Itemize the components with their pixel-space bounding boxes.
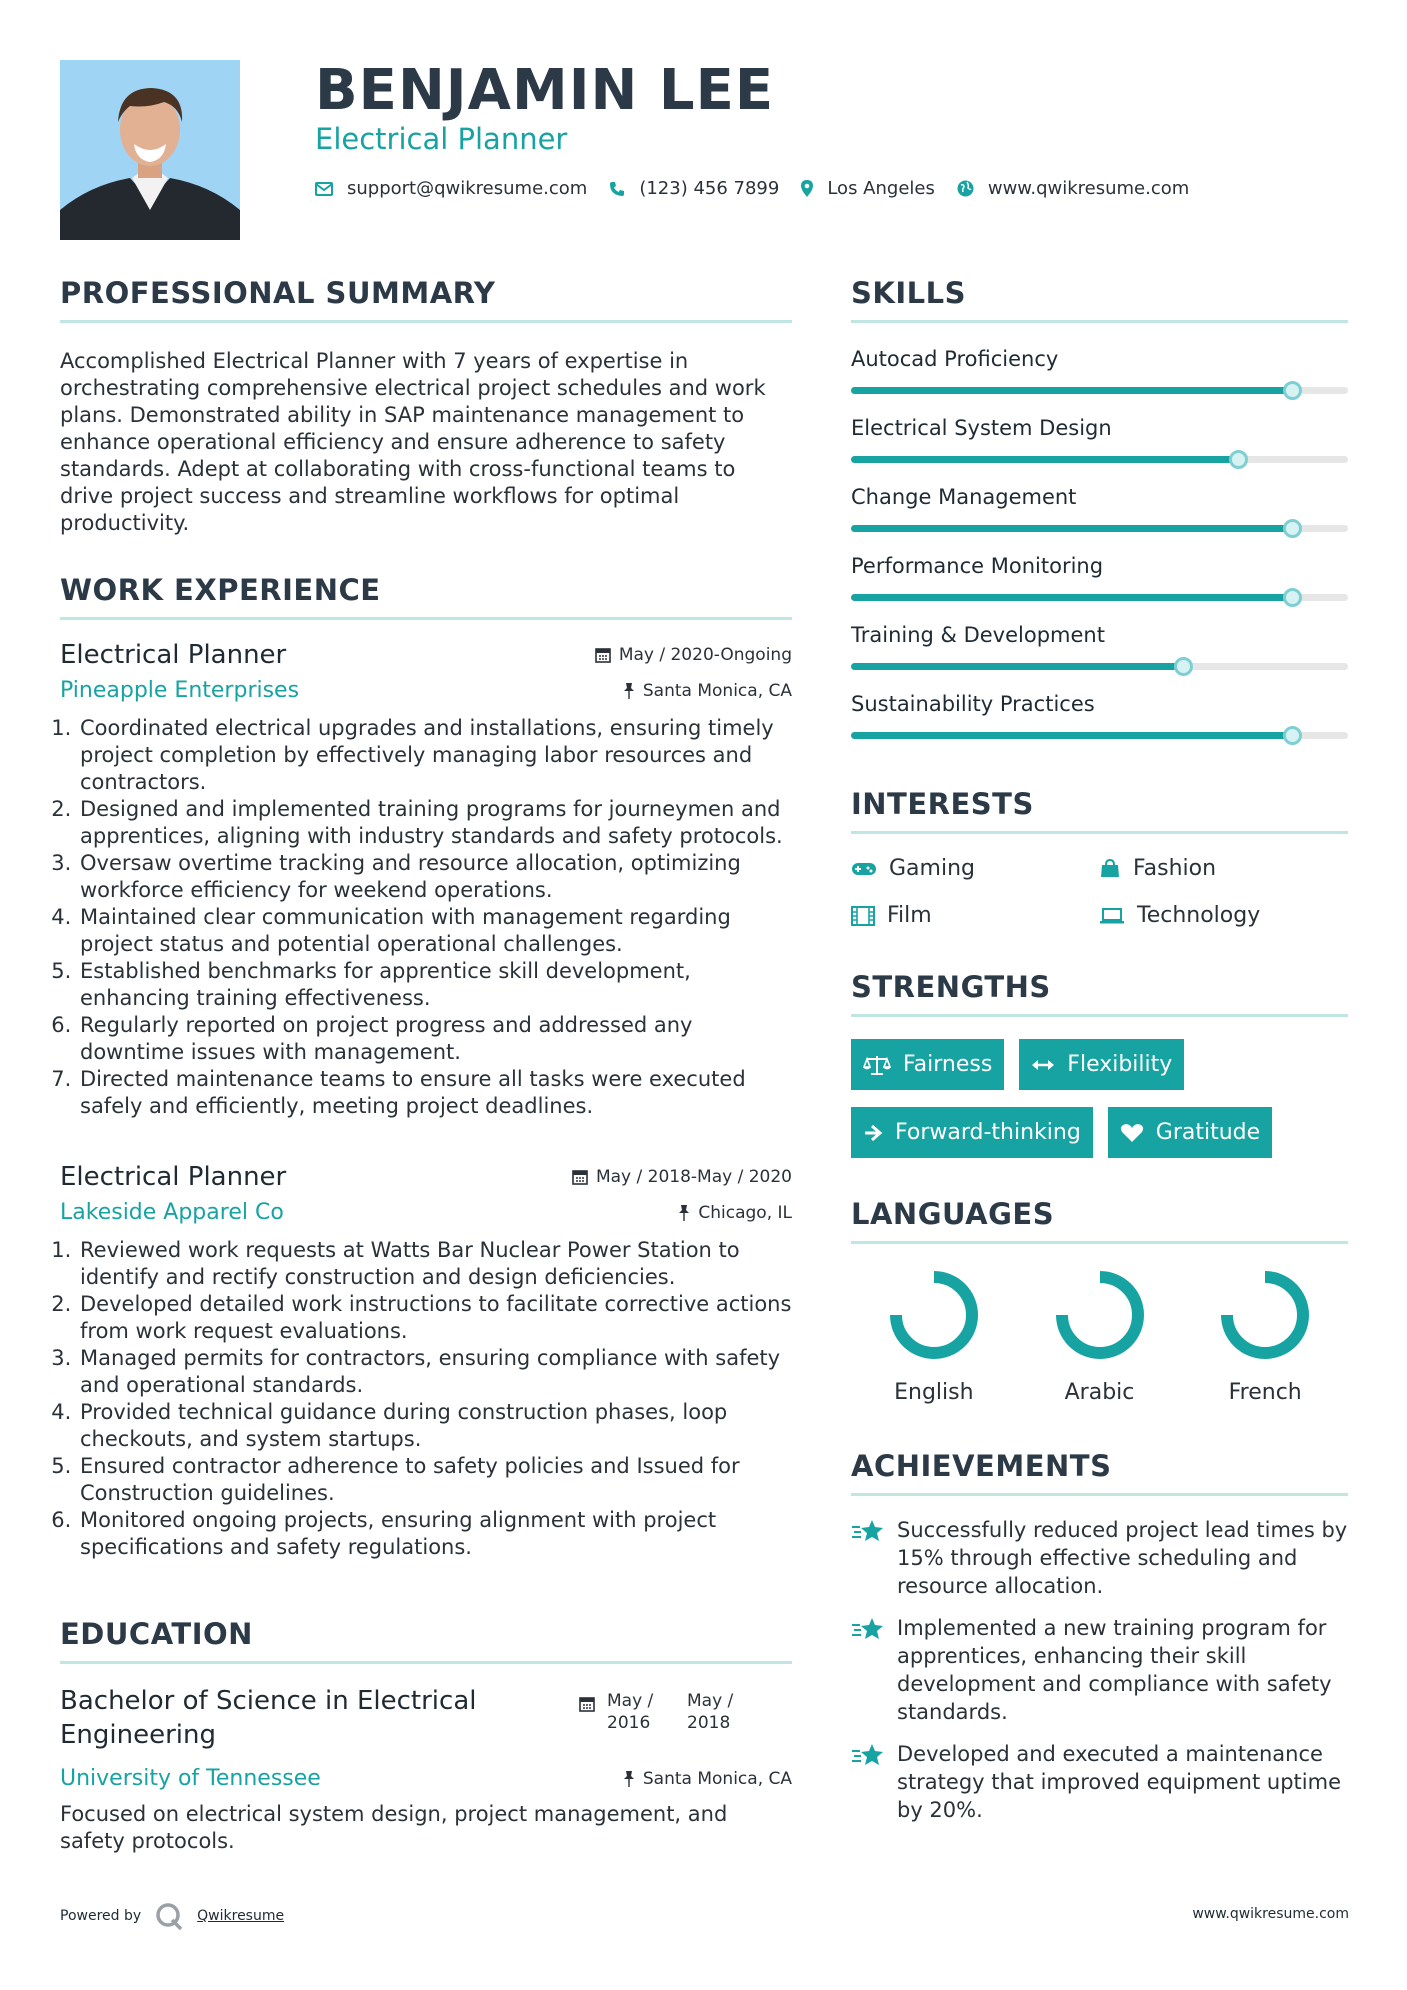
duty-item: 5. Ensured contractor adherence to safety policies and Issued for Construction guidelines. [78, 1453, 792, 1507]
star-icon [851, 1617, 885, 1641]
duty-item: 7. Directed maintenance teams to ensure all tasks were executed safely and efficiently, meeting project deadlines. [78, 1066, 792, 1120]
skill-name: Performance Monitoring [851, 554, 1104, 578]
calendar-icon [572, 1169, 588, 1185]
skill-bar-knob [1283, 519, 1302, 538]
skill-bar-fill [851, 663, 1184, 670]
skill-bar-knob [1283, 588, 1302, 607]
interests-heading: INTERESTS [851, 787, 1348, 834]
achievement-text: Implemented a new training program for apprentices, enhancing their skill development and compliance with safety standards. [897, 1616, 1332, 1724]
language-item [851, 1268, 1017, 1405]
skill-bar-knob [1283, 726, 1302, 745]
language-item [1182, 1268, 1348, 1405]
map-pin-icon [801, 180, 813, 197]
pushpin-icon [623, 1771, 635, 1787]
phone-icon [609, 181, 625, 197]
strength-label: Fairness [903, 1052, 993, 1077]
languages-list [851, 1268, 1348, 1405]
skill-name: Training & Development [851, 623, 1105, 647]
duty-item: 1. Coordinated electrical upgrades and installations, ensuring timely project completion by effectively managing labor resources and contractors. [78, 715, 792, 796]
achievement-text: Successfully reduced project lead times by 15% through effective scheduling and resource allocation. [897, 1518, 1348, 1598]
contact-website[interactable] [957, 178, 1189, 199]
film-icon [851, 906, 875, 926]
edu-description: Focused on electrical system design, project management, and safety protocols. [60, 1802, 728, 1853]
language-level-arc [1062, 1277, 1138, 1353]
heart-icon [1120, 1123, 1144, 1143]
job-entry [60, 1162, 792, 1561]
arrows-horizontal-icon [1031, 1058, 1055, 1072]
language-level-ring [1053, 1268, 1147, 1362]
skill-item [851, 485, 1348, 532]
interests-list [851, 856, 1348, 928]
candidate-title: Electrical Planner [315, 122, 568, 156]
strengths-heading: STRENGTHS [851, 970, 1348, 1017]
gamepad-icon [851, 861, 877, 877]
interest-item [851, 903, 1099, 928]
balance-scale-icon [863, 1054, 891, 1076]
contact-location-text: Los Angeles [827, 178, 935, 199]
job-entry [60, 640, 792, 1120]
edu-location [623, 1769, 792, 1789]
languages-heading: LANGUAGES [851, 1197, 1348, 1244]
skill-bar-fill [851, 456, 1239, 463]
left-column [60, 276, 792, 1855]
candidate-name: BENJAMIN LEE [315, 58, 775, 123]
skill-bar [851, 663, 1348, 670]
interest-label: Technology [1137, 903, 1261, 928]
duty-list [60, 715, 792, 1120]
skill-item [851, 623, 1348, 670]
job-location-text: Santa Monica, CA [642, 680, 792, 701]
achievement-item [851, 1516, 1348, 1600]
skill-bar [851, 456, 1348, 463]
job-company: Lakeside Apparel Co [60, 1200, 284, 1225]
interest-label: Gaming [889, 856, 975, 881]
calendar-icon [579, 1696, 595, 1712]
language-level-ring [1218, 1268, 1312, 1362]
edu-location-text: Santa Monica, CA [642, 1768, 792, 1789]
duty-item: 3. Managed permits for contractors, ensuring compliance with safety and operational standards. [78, 1345, 792, 1399]
duty-item: 4. Maintained clear communication with management regarding project status and potential operational challenges. [78, 904, 792, 958]
strength-tag [1108, 1107, 1272, 1158]
achievement-item [851, 1740, 1348, 1824]
laptop-icon [1099, 907, 1125, 925]
strength-label: Forward-thinking [895, 1120, 1081, 1145]
interest-item [1099, 856, 1347, 881]
skill-bar [851, 387, 1348, 394]
skills-list [851, 347, 1348, 739]
skill-name: Autocad Proficiency [851, 347, 1059, 371]
contact-phone-text: (123) 456 7899 [639, 178, 780, 199]
strength-tag [851, 1039, 1004, 1090]
contact-location [801, 178, 935, 199]
contact-bar [315, 178, 1211, 199]
footer-site[interactable]: www.qwikresume.com [1192, 1906, 1349, 1922]
strength-tag [851, 1107, 1093, 1158]
language-level-ring [887, 1268, 981, 1362]
skill-bar-fill [851, 732, 1293, 739]
strength-label: Gratitude [1155, 1120, 1261, 1145]
achievement-item [851, 1614, 1348, 1726]
skill-item [851, 554, 1348, 601]
duty-item: 1. Reviewed work requests at Watts Bar Nuclear Power Station to identify and rectify construction and design deficiencies. [78, 1237, 792, 1291]
job-location-text: Chicago, IL [698, 1202, 792, 1223]
job-location [623, 681, 792, 701]
edu-end-date: May / 2018 [687, 1691, 734, 1733]
language-name: French [1228, 1380, 1302, 1405]
qwikresume-link[interactable]: Qwikresume [197, 1908, 285, 1924]
qwikresume-logo-icon [155, 1902, 185, 1930]
strength-tag [1019, 1039, 1184, 1090]
job-date [595, 645, 792, 665]
language-item [1017, 1268, 1183, 1405]
summary-text: Accomplished Electrical Planner with 7 years of expertise in orchestrating comprehensive electrical project schedules and work plans. Demonstrated ability in SAP maintenance management to enhance operational efficiency and ensure adherence to safety standards. Adept at collaborating with cross-functional teams to drive project success and streamline workflows for optimal productivity. [60, 349, 766, 535]
contact-website-text: www.qwikresume.com [987, 178, 1190, 199]
skill-name: Electrical System Design [851, 416, 1112, 440]
skill-bar-fill [851, 525, 1293, 532]
skill-item [851, 347, 1348, 394]
summary-heading: PROFESSIONAL SUMMARY [60, 276, 792, 323]
skill-bar [851, 732, 1348, 739]
language-name: Arabic [1064, 1380, 1135, 1405]
skill-bar [851, 525, 1348, 532]
achievements-heading: ACHIEVEMENTS [851, 1449, 1348, 1496]
powered-by-text: Powered by [60, 1908, 142, 1924]
contact-email[interactable] [315, 178, 587, 199]
skill-bar-fill [851, 387, 1293, 394]
education-heading: EDUCATION [60, 1617, 792, 1664]
globe-icon [957, 180, 974, 197]
achievement-text: Developed and executed a maintenance strategy that improved equipment uptime by 20%. [897, 1742, 1341, 1822]
edu-start-date: May / 2016 [607, 1691, 654, 1733]
job-location [678, 1203, 792, 1223]
duty-item: 3. Oversaw overtime tracking and resource allocation, optimizing workforce efficiency for weekend operations. [78, 850, 792, 904]
contact-email-text: support@qwikresume.com [347, 178, 588, 199]
duty-list [60, 1237, 792, 1561]
language-name: English [894, 1380, 974, 1405]
duty-item: 2. Developed detailed work instructions to facilitate corrective actions from work request evaluations. [78, 1291, 792, 1345]
experience-heading: WORK EXPERIENCE [60, 573, 792, 620]
strengths-list [851, 1039, 1348, 1175]
duty-item: 6. Monitored ongoing projects, ensuring alignment with project specifications and safety regulations. [78, 1507, 792, 1561]
strength-label: Flexibility [1067, 1052, 1173, 1077]
edu-dates [579, 1690, 767, 1734]
edu-degree: Bachelor of Science in Electrical Engineering [60, 1686, 477, 1750]
education-entry [60, 1684, 792, 1855]
duty-item: 2. Designed and implemented training programs for journeymen and apprentices, aligning with industry standards and safety protocols. [78, 796, 792, 850]
job-date-text: May / 2020-Ongoing [618, 645, 792, 665]
skill-name: Sustainability Practices [851, 692, 1095, 716]
pushpin-icon [678, 1205, 690, 1221]
interest-label: Film [887, 903, 932, 928]
profile-photo [60, 60, 240, 240]
envelope-icon [315, 182, 333, 196]
shopping-bag-icon [1099, 858, 1121, 880]
job-title: Electrical Planner [60, 640, 287, 670]
pushpin-icon [623, 683, 635, 699]
skill-name: Change Management [851, 485, 1077, 509]
star-icon [851, 1743, 885, 1767]
job-company: Pineapple Enterprises [60, 678, 300, 703]
contact-phone[interactable] [609, 178, 779, 199]
skill-bar [851, 594, 1348, 601]
duty-item: 4. Provided technical guidance during construction phases, loop checkouts, and system startups. [78, 1399, 792, 1453]
skill-item [851, 416, 1348, 463]
skills-heading: SKILLS [851, 276, 1348, 323]
skill-bar-knob [1229, 450, 1248, 469]
language-level-arc [896, 1277, 972, 1353]
duty-item: 5. Established benchmarks for apprentice skill development, enhancing training effectiveness. [78, 958, 792, 1012]
interest-item [1099, 903, 1347, 928]
skill-bar-knob [1283, 381, 1302, 400]
star-icon [851, 1519, 885, 1543]
skill-bar-knob [1174, 657, 1193, 676]
job-date [572, 1167, 792, 1187]
job-date-text: May / 2018-May / 2020 [595, 1167, 792, 1187]
achievements-list [851, 1516, 1348, 1824]
interest-item [851, 856, 1099, 881]
calendar-icon [595, 647, 611, 663]
footer-powered-by [60, 1902, 284, 1930]
right-column [851, 276, 1348, 1824]
skill-bar-fill [851, 594, 1293, 601]
interest-label: Fashion [1133, 856, 1217, 881]
language-level-arc [1227, 1277, 1303, 1353]
job-title: Electrical Planner [60, 1162, 287, 1192]
skill-item [851, 692, 1348, 739]
arrow-right-icon [863, 1124, 883, 1142]
duty-item: 6. Regularly reported on project progress and addressed any downtime issues with management. [78, 1012, 792, 1066]
edu-school: University of Tennessee [60, 1766, 321, 1791]
